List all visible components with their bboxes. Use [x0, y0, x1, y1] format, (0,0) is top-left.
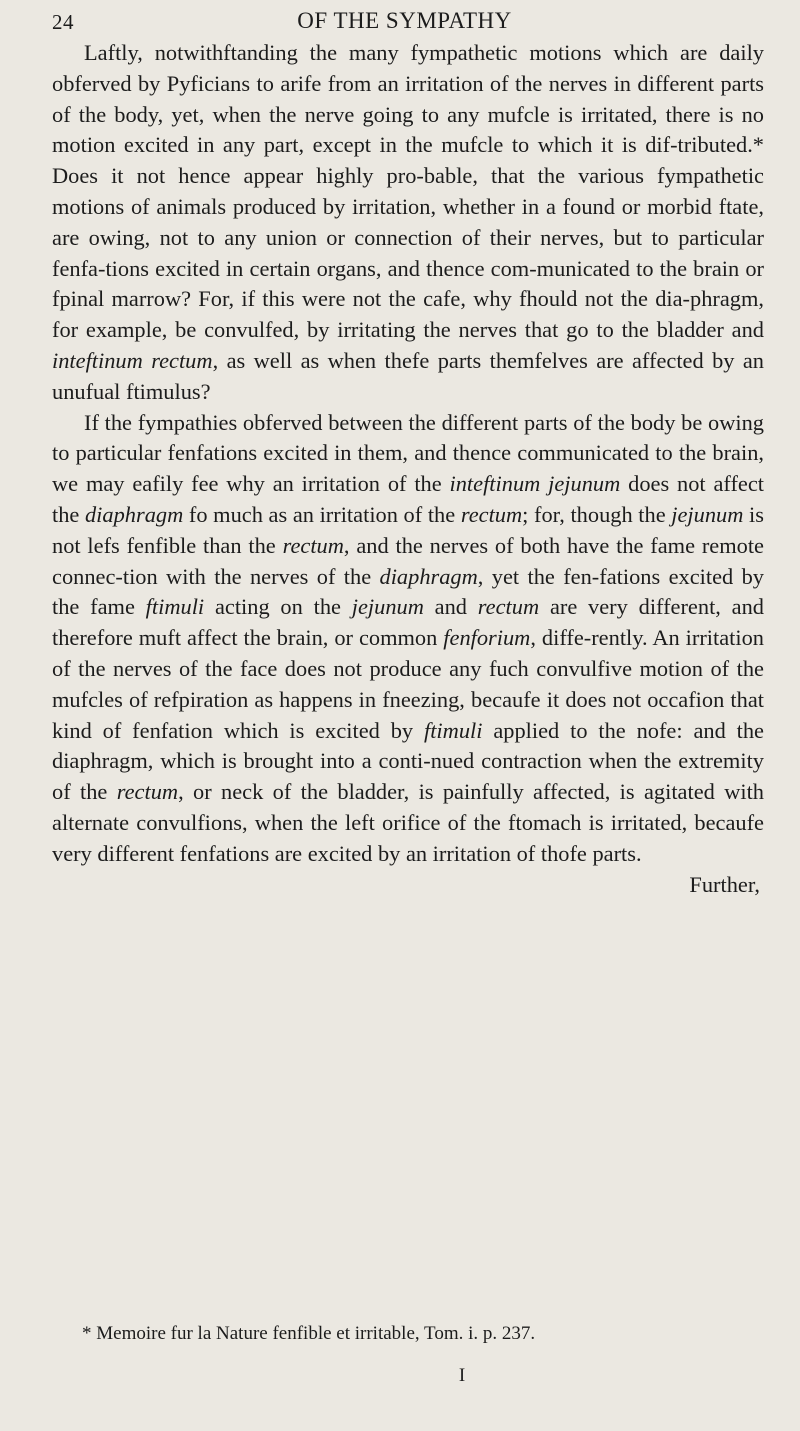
text-run: , yet the fen-fations excited by the fame — [52, 563, 764, 620]
paragraph-2 — [52, 408, 764, 870]
page-number: 24 — [52, 10, 74, 34]
italic-term: jejunum — [351, 594, 424, 620]
text-run: ; for, though the — [522, 501, 672, 527]
footnote: * Memoire fur la Nature fenfible et irritable, Tom. i. p. 237. — [82, 1323, 536, 1344]
italic-term: rectum — [460, 501, 523, 527]
italic-term: rectum — [282, 532, 344, 558]
text-run: are very different, and therefore muft affect the brain, or common — [52, 594, 764, 651]
italic-term: rectum — [116, 779, 179, 805]
text-run: , or neck of the bladder, is painfully affected, is agitated with alternate convulfions, when the left orifice of the ftomach is irritated, becaufe very different fenfations are excited by an irritation of thofe parts. — [52, 779, 764, 866]
body-text — [52, 38, 764, 900]
text-run: , and the nerves of both have the fame remote connec-tion with the nerves of the — [52, 532, 764, 589]
italic-term: diaphragm — [379, 563, 478, 589]
text-run: , as well as when thefe parts themfelves are affected by an unufual ftimulus? — [52, 347, 765, 404]
text-run: is not lefs fenfible than the — [52, 501, 764, 558]
italic-term: ftimuli — [423, 717, 483, 743]
text-run: and — [423, 594, 478, 620]
paragraph-1 — [52, 38, 764, 408]
italic-term: inteftinum rectum — [52, 347, 213, 373]
text-run: , diffe-rently. An irritation of the nerves of the face does not produce any fuch convulfive motion of the mufcles of refpiration as happens in fneezing, becaufe it does not occafion that kind of fenfation which is excited by — [52, 625, 764, 743]
text-run: If the fympathies obferved between the different parts of the body be owing to particular fenfations excited in them, and thence communicated to the brain, we may eafily fee why an irritation of the — [52, 409, 764, 497]
italic-term: diaphragm — [84, 501, 184, 527]
italic-term: jejunum — [671, 501, 744, 527]
text-run: applied to the nofe: and the diaphragm, which is brought into a conti-nued contraction when the extremity of the — [52, 717, 764, 805]
running-head — [52, 8, 757, 38]
text-run: Laftly, notwithftanding the many fympathetic motions which are daily obferved by Pyficians to arife from an irritation of the nerves in different parts of the body, yet, when the nerve going to any mufcle is irritated, there is no motion excited in any part, except in the mufcle to which it is dif-tributed.* Does it not hence appear highly pro-bable, that the various fympathetic motions of animals produced by irritation, whether in a found or morbid ftate, are owing, not to any union or connection of their nerves, but to particular fenfa-tions excited in certain organs, and thence com-municated to the brain or fpinal marrow? For, if this were not the cafe, why fhould not the dia-phragm, for example, be convulfed, by irritating the nerves that go to the bladder and — [52, 40, 764, 343]
text-run: fo much as an irritation of the — [183, 501, 461, 527]
text-run: acting on the — [204, 594, 352, 620]
italic-term: ftimuli — [145, 594, 205, 620]
text-run: does not affect the — [52, 471, 764, 527]
running-title: OF THE SYMPATHY — [297, 8, 512, 33]
italic-term: inteftinum jejunum — [449, 471, 621, 497]
catchword: Further, — [689, 871, 760, 897]
italic-term: rectum — [477, 594, 540, 620]
italic-term: fenforium — [443, 625, 531, 651]
signature-mark: I — [458, 1365, 466, 1386]
